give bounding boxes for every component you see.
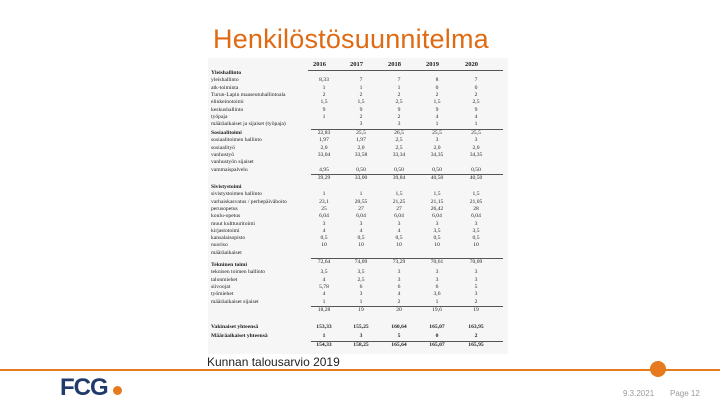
cell-value: 9: [322, 106, 326, 113]
cell-value: 1,5: [357, 99, 365, 106]
row-label: vammaispalvelu: [211, 166, 248, 173]
cell-value: 1,5: [472, 191, 480, 198]
cell-value: 2: [397, 91, 401, 98]
cell-value: 7: [359, 77, 363, 84]
cell-value: 2,0: [320, 144, 328, 151]
cell-value: 10: [358, 242, 364, 249]
cell-value: 0,50: [432, 166, 442, 173]
total-value: 73,29: [392, 258, 406, 265]
row-label: perusopetus: [211, 205, 238, 212]
cell-value: 3,5: [472, 227, 480, 234]
table-row: [208, 167, 508, 175]
total-value: 39,29: [317, 175, 331, 182]
cell-value: 5: [474, 283, 478, 290]
cell-value: 21,05: [469, 198, 483, 205]
cell-value: 3: [397, 276, 401, 283]
cell-value: 0,50: [471, 166, 481, 173]
cell-value: 3: [474, 269, 478, 276]
cell-value: 3: [397, 121, 401, 128]
cell-value: 6,04: [394, 213, 404, 220]
summary-value: 153,33: [316, 324, 332, 330]
total-value: 19,6: [432, 307, 442, 314]
section-heading: Sosiaalitoimi: [211, 130, 242, 136]
cell-value: 8,33: [319, 77, 329, 84]
budget-table-image: [208, 58, 508, 354]
summary-value: 158,25: [353, 342, 369, 348]
total-value: 74,09: [354, 258, 368, 265]
cell-value: 1: [359, 191, 363, 198]
cell-value: 33,04: [317, 151, 331, 158]
cell-value: 6,04: [471, 213, 481, 220]
year-header: 2020: [465, 61, 478, 68]
total-value: 20: [396, 307, 402, 314]
cell-value: 1,97: [319, 137, 329, 144]
cell-value: 4: [322, 227, 326, 234]
cell-value: 2: [474, 298, 478, 305]
cell-value: 1: [359, 298, 363, 305]
summary-value: 1: [322, 332, 326, 339]
total-value: 26,5: [394, 129, 404, 136]
cell-value: 25: [321, 205, 327, 212]
row-label: siivoojat: [211, 283, 231, 290]
cell-value: 1: [322, 113, 326, 120]
cell-value: 6,04: [356, 213, 366, 220]
cell-value: 2: [397, 113, 401, 120]
table-row: [208, 299, 508, 307]
cell-value: 2,5: [472, 99, 480, 106]
row-label: vanhustyö: [211, 151, 234, 158]
footer-divider: [0, 369, 720, 371]
section-total-row: [208, 175, 508, 183]
row-label: määräaikaiset: [211, 249, 242, 256]
section-heading: Tekninen toimi: [211, 262, 248, 268]
row-label: varhaiskasvatus / perhepäivähoito: [211, 198, 287, 205]
cell-value: 21,15: [430, 198, 444, 205]
row-label: teknisen toimen hallinto: [211, 269, 266, 276]
cell-value: 0,50: [356, 166, 366, 173]
cell-value: 34,35: [430, 151, 444, 158]
cell-value: 1: [322, 298, 326, 305]
cell-value: 2,5: [395, 144, 403, 151]
cell-value: 28: [473, 205, 479, 212]
summary-value: 3: [359, 332, 363, 339]
summary-label: Määräaikaiset yhteensä: [211, 332, 268, 339]
cell-value: 34,35: [469, 151, 483, 158]
cell-value: 1: [322, 191, 326, 198]
cell-value: 3: [435, 137, 439, 144]
table-row: [208, 250, 508, 258]
slide-title: Henkilöstösuunnitelma: [213, 24, 489, 54]
row-label: työmiehet: [211, 291, 234, 298]
cell-value: 3,5: [320, 269, 328, 276]
row-label: elinkeinotoimi: [211, 99, 244, 106]
year-header: 2016: [313, 61, 326, 68]
cell-value: 10: [321, 242, 327, 249]
cell-value: 33,34: [392, 151, 406, 158]
cell-value: 0,50: [394, 166, 404, 173]
cell-value: 20,55: [354, 198, 368, 205]
cell-value: 4: [359, 227, 363, 234]
row-label: sivistystoimen hallinto: [211, 191, 262, 198]
total-value: 72,64: [317, 258, 331, 265]
cell-value: 4: [322, 291, 326, 298]
row-label: määräaikaiset ja sijaiset (työpaja): [211, 121, 286, 128]
logo-dot-icon: [113, 386, 122, 395]
cell-value: 6: [359, 283, 363, 290]
cell-value: 4: [397, 291, 401, 298]
cell-value: 9: [435, 106, 439, 113]
cell-value: 0,5: [357, 235, 365, 242]
cell-value: 1,5: [433, 99, 441, 106]
total-value: 70,09: [469, 258, 483, 265]
row-label: kirjastotoimi: [211, 227, 240, 234]
cell-value: 0,5: [472, 235, 480, 242]
cell-value: 2: [435, 91, 439, 98]
cell-value: 4: [322, 276, 326, 283]
cell-value: 2,0: [357, 144, 365, 151]
cell-value: 0,5: [433, 235, 441, 242]
cell-value: 2,5: [357, 276, 365, 283]
cell-value: 6,04: [319, 213, 329, 220]
row-label: Turun-Lapin maaseutuhallintoala: [211, 91, 286, 98]
total-value: 22,83: [317, 129, 331, 136]
row-label: määräaikaiset sijaiset: [211, 298, 259, 305]
cell-value: 3: [435, 220, 439, 227]
row-label: talonmiehet: [211, 276, 238, 283]
cell-value: 1: [435, 298, 439, 305]
row-label: nuoriso: [211, 242, 228, 249]
cell-value: 9: [474, 106, 478, 113]
row-label: kansalaisopisto: [211, 235, 246, 242]
row-label: sosiaalityö: [211, 144, 235, 151]
section-total-row: [208, 259, 508, 267]
year-header: 2017: [350, 61, 363, 68]
cell-value: 1: [359, 84, 363, 91]
cell-value: 3: [359, 121, 363, 128]
total-value: 19: [358, 307, 364, 314]
cell-value: 4: [435, 113, 439, 120]
cell-value: 2,5: [395, 137, 403, 144]
cell-value: 23,1: [319, 198, 329, 205]
cell-value: 21,25: [392, 198, 406, 205]
row-label: muut kulttuuritoimi: [211, 220, 255, 227]
total-value: 25,5: [432, 129, 442, 136]
cell-value: 3,6: [433, 291, 441, 298]
summary-row: [208, 342, 508, 350]
cell-value: 0,5: [395, 235, 403, 242]
cell-value: 3: [359, 220, 363, 227]
row-label: työpaja: [211, 113, 228, 120]
year-header: 2018: [388, 61, 401, 68]
row-label: vanhustyön sijaiset: [211, 159, 254, 166]
cell-value: 3: [435, 269, 439, 276]
cell-value: 6: [397, 283, 401, 290]
summary-value: 2: [474, 332, 478, 339]
summary-label: Vakinaiset yhteensä: [211, 324, 259, 330]
cell-value: 2,0: [472, 144, 480, 151]
cell-value: 6,04: [432, 213, 442, 220]
summary-value: 155,25: [353, 324, 369, 330]
slide-date: 9.3.2021: [623, 389, 655, 398]
cell-value: 2: [474, 91, 478, 98]
cell-value: 3: [397, 269, 401, 276]
cell-value: 7: [397, 77, 401, 84]
row-label: atk-toiminta: [211, 84, 239, 91]
summary-value: 160,64: [391, 324, 407, 330]
row-label: sosiaalitoimen hallinto: [211, 137, 262, 144]
total-value: 39,84: [392, 175, 406, 182]
total-value: 19: [473, 307, 479, 314]
cell-value: 9: [359, 106, 363, 113]
summary-value: 165,07: [429, 324, 445, 330]
cell-value: 2,0: [433, 144, 441, 151]
cell-value: 3: [474, 137, 478, 144]
summary-value: 163,95: [468, 324, 484, 330]
summary-value: 165,07: [429, 342, 445, 348]
total-value: 33,00: [354, 175, 368, 182]
summary-value: 154,33: [316, 342, 332, 348]
cell-value: 3: [359, 291, 363, 298]
cell-value: 4: [397, 227, 401, 234]
cell-value: 10: [434, 242, 440, 249]
total-value: 70,61: [430, 258, 444, 265]
summary-row: [208, 333, 508, 341]
document-caption: Kunnan talousarvio 2019: [207, 355, 340, 369]
cell-value: 27: [396, 205, 402, 212]
cell-value: 1,97: [356, 137, 366, 144]
cell-value: 9: [397, 106, 401, 113]
summary-value: 0: [435, 332, 439, 339]
row-label: koulu-opetus: [211, 213, 241, 220]
cell-value: 2: [359, 91, 363, 98]
cell-value: 33,58: [354, 151, 368, 158]
cell-value: 0,5: [320, 235, 328, 242]
total-value: 40,50: [469, 175, 483, 182]
section-heading: Sivistystoimi: [211, 184, 242, 190]
row-label: yleishallinto: [211, 77, 239, 84]
cell-value: 1,5: [433, 191, 441, 198]
cell-value: 1: [435, 121, 439, 128]
cell-value: 1: [322, 84, 326, 91]
cell-value: 26,42: [430, 205, 444, 212]
cell-value: 0: [474, 84, 478, 91]
row-label: keskushallinto: [211, 106, 244, 113]
footer-accent-dot: [650, 361, 666, 377]
cell-value: 1: [397, 84, 401, 91]
cell-value: 2: [359, 113, 363, 120]
cell-value: 8: [435, 77, 439, 84]
cell-value: 3,5: [357, 269, 365, 276]
cell-value: 3: [435, 276, 439, 283]
year-header: 2019: [426, 61, 439, 68]
cell-value: 7: [474, 77, 478, 84]
cell-value: 10: [396, 242, 402, 249]
cell-value: 3: [322, 220, 326, 227]
cell-value: 4,95: [319, 166, 329, 173]
cell-value: 2,5: [395, 99, 403, 106]
total-value: 25,5: [356, 129, 366, 136]
cell-value: 1,5: [320, 99, 328, 106]
section-heading: Yleishallinto: [211, 70, 242, 76]
cell-value: 1,5: [395, 191, 403, 198]
cell-value: 3,5: [433, 227, 441, 234]
cell-value: 6: [435, 283, 439, 290]
cell-value: 0: [435, 84, 439, 91]
summary-row: [208, 324, 508, 332]
cell-value: 1: [474, 121, 478, 128]
cell-value: 3: [397, 220, 401, 227]
cell-value: 10: [473, 242, 479, 249]
cell-value: 3: [474, 291, 478, 298]
summary-value: 5: [397, 332, 401, 339]
total-value: 40,50: [430, 175, 444, 182]
total-value: 18,28: [317, 307, 331, 314]
cell-value: 3: [474, 276, 478, 283]
cell-value: 4: [474, 113, 478, 120]
cell-value: 27: [358, 205, 364, 212]
summary-value: 165,95: [468, 342, 484, 348]
cell-value: 2: [397, 298, 401, 305]
summary-value: 165,64: [391, 342, 407, 348]
cell-value: 2: [322, 91, 326, 98]
fcg-logo: FCG: [60, 374, 108, 401]
cell-value: 5,78: [319, 283, 329, 290]
section-total-row: [208, 307, 508, 315]
header-rule: [308, 70, 503, 71]
cell-value: 3: [474, 220, 478, 227]
table-row: [208, 121, 508, 129]
total-value: 25,5: [471, 129, 481, 136]
page-number: Page 12: [670, 389, 700, 398]
